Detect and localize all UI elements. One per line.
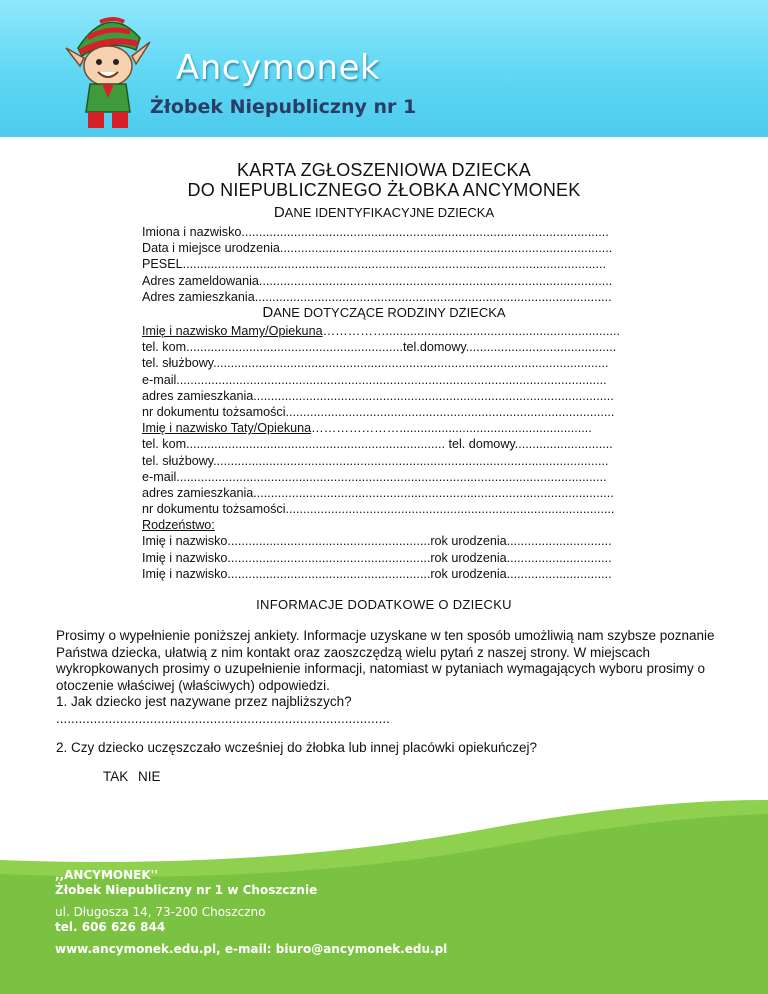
info-intro: Prosimy o wypełnienie poniższej ankiety. Informacje uzyskane w ten sposób umożliwią nam szybsze poznanie Państwa dziecka, ułatwią z nim kontakt oraz zaoszczędzą wielu pytań z naszej strony. W miejscach wykropkowanych prosimy o uzupełnienie informacji, natomiast w pytaniach wymagających wyboru prosimy o otoczenie właściwej (właściwych) odpowiedzi. — [56, 628, 715, 693]
footer-address: ul. Długosza 14, 73-200 Choszczno — [55, 905, 266, 919]
mother-dots: ……………................................................................... — [322, 324, 620, 338]
field-names[interactable]: Imiona i nazwisko......................................................................................................... — [142, 225, 609, 239]
field-father-address[interactable]: adres zamieszkania....................................................................................................... — [142, 485, 614, 500]
question-1: 1. Jak dziecko jest nazywane przez najbliższych? — [56, 694, 352, 710]
field-pesel[interactable]: PESEL......................................................................................................................... — [142, 257, 606, 272]
field-father-work-tel[interactable]: tel. służbowy................................................................................................................. — [142, 453, 609, 468]
field-father-name[interactable] — [142, 420, 640, 436]
field-mother-work-tel[interactable]: tel. służbowy................................................................................................................. — [142, 356, 609, 371]
field-birth[interactable]: Data i miejsce urodzenia............................................................................................... — [142, 241, 613, 256]
header-banner — [0, 0, 768, 137]
brand-name: Ancymonek — [176, 48, 381, 88]
section-identity-heading: DANE IDENTYFIKACYJNE DZIECKA — [273, 204, 495, 221]
field-mother-name[interactable] — [142, 323, 640, 339]
field-mother-tel[interactable]: tel. kom..............................................................tel.domowy........................................... — [142, 340, 617, 355]
mother-label: Imię i nazwisko Mamy/Opiekuna — [142, 324, 323, 338]
info-paragraph — [56, 628, 716, 728]
field-father-email[interactable]: e-mail........................................................................................................................... — [142, 469, 607, 484]
question-2-options[interactable]: TAK NIE — [103, 769, 161, 784]
field-residence-address[interactable]: Adres zamieszkania...................................................................................................... — [142, 289, 612, 304]
footer-org-full: Żłobek Niepubliczny nr 1 w Choszcznie — [55, 883, 318, 897]
father-label: Imię i nazwisko Taty/Opiekuna — [142, 421, 312, 436]
footer-org-name: ,,ANCYMONEK'' — [55, 868, 158, 882]
identity-fields — [142, 224, 640, 305]
siblings-label: Rodzeństwo: — [142, 518, 215, 533]
field-sibling-1[interactable]: Imię i nazwisko..........................................................rok urodzenia.............................. — [142, 534, 612, 549]
question-1-answer[interactable]: ......................................................................................... — [56, 710, 390, 726]
field-mother-address[interactable]: adres zamieszkania....................................................................................................... — [142, 388, 614, 403]
brand-subtitle: Żłobek Niepubliczny nr 1 — [150, 96, 417, 118]
form-title-line2: DO NIEPUBLICZNEGO ŻŁOBKA ANCYMONEK — [187, 180, 581, 200]
section-family-heading: DANE DOTYCZĄCE RODZINY DZIECKA — [262, 304, 506, 321]
info-heading: INFORMACJE DODATKOWE O DZIECKU — [256, 597, 512, 612]
form-title-line1: KARTA ZGŁOSZENIOWA DZIECKA — [237, 160, 531, 180]
field-father-tel[interactable]: tel. kom.......................................................................... tel. domowy............................ — [142, 437, 613, 452]
field-mother-email[interactable]: e-mail........................................................................................................................... — [142, 372, 607, 387]
elf-mascot-icon — [58, 8, 158, 136]
footer-phone: tel. 606 626 844 — [55, 920, 166, 934]
father-dots: …………………....................................................... — [311, 421, 592, 436]
footer-contact — [55, 868, 447, 957]
field-mother-id[interactable]: nr dokumentu tożsamości.............................................................................................. — [142, 404, 615, 419]
footer-web-email[interactable]: www.ancymonek.edu.pl, e-mail: biuro@ancymonek.edu.pl — [55, 942, 448, 956]
field-sibling-3[interactable]: Imię i nazwisko..........................................................rok urodzenia.............................. — [142, 566, 612, 581]
field-father-id[interactable]: nr dokumentu tożsamości.............................................................................................. — [142, 502, 615, 517]
question-2: 2. Czy dziecko uczęszczało wcześniej do żłobka lub innej placówki opiekuńczej? — [56, 740, 537, 755]
family-fields — [142, 323, 640, 582]
field-sibling-2[interactable]: Imię i nazwisko..........................................................rok urodzenia.............................. — [142, 550, 612, 565]
field-registered-address[interactable]: Adres zameldowania..................................................................................................... — [142, 273, 613, 288]
